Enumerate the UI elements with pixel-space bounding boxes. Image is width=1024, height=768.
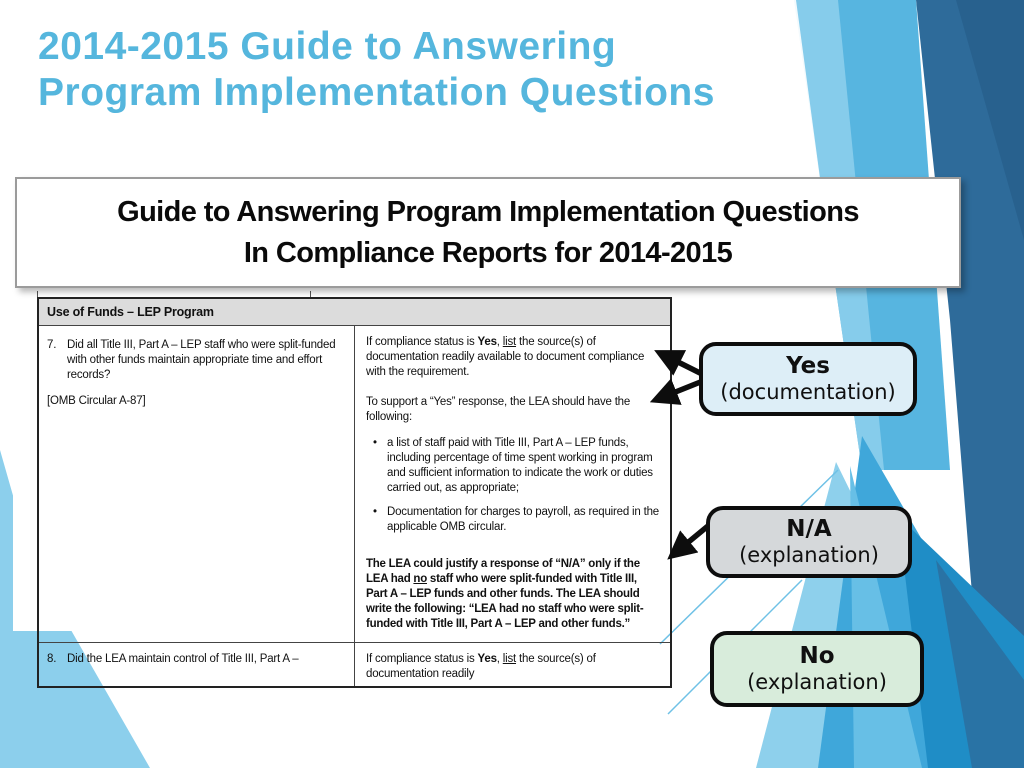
callout-yes-documentation: [699, 342, 917, 416]
table-section-header-row: [38, 298, 671, 326]
guidance-8-cell: [355, 643, 672, 687]
question-7-number: 7.: [47, 339, 57, 352]
question-8-number: 8.: [47, 653, 57, 666]
compliance-table: [37, 297, 672, 688]
callout-no-sublabel: (explanation): [747, 669, 887, 694]
callout-yes-label: Yes: [786, 353, 830, 380]
question-8-text: Did the LEA maintain control of Title III, Part A –: [67, 653, 299, 666]
guidance-7-paragraph-1: If compliance status is Yes, list the source(s) of documentation readily available to document compliance with the requirement.: [366, 336, 645, 379]
guidance-7-paragraph-2: To support a “Yes” response, the LEA should have the following:: [366, 396, 631, 423]
question-7-text: Did all Title III, Part A – LEP staff who were split-funded with other funds maintain appropriate time and effort records?: [67, 339, 336, 382]
table-section-header: Use of Funds – LEP Program: [38, 298, 671, 326]
guidance-7-bullet-2: • Documentation for charges to payroll, as required in the applicable OMB circular.: [372, 505, 660, 535]
guidance-7-bullet-list: [372, 436, 660, 535]
guidance-7-bullet-1: • a list of staff paid with Title III, Part A – LEP funds, including percentage of time spent working in program and sufficient information to indicate the work or duties carried out, as appropriate;: [372, 436, 660, 496]
callout-na-label: N/A: [786, 516, 832, 543]
table-row-question-8: [38, 643, 671, 687]
document-heading-box: [15, 177, 961, 288]
table-row-question-7: [38, 326, 671, 643]
document-table-screenshot: [13, 291, 673, 681]
document-heading-line2: In Compliance Reports for 2014-2015: [243, 236, 733, 269]
callout-yes-sublabel: (documentation): [720, 379, 896, 404]
question-8-cell: [38, 643, 355, 687]
question-7-citation: [OMB Circular A-87]: [47, 395, 146, 408]
guidance-7-na-note: The LEA could justify a response of “N/A” only if the LEA had no staff who were split-funded with Title III, Part A – LEP funds and other funds. The LEA should write the following: “LEA had no staff who were split-funded with Title III, Part A – LEP and other funds.”: [366, 557, 644, 631]
guidance-7-cell: [355, 326, 672, 643]
callout-no-explanation: [710, 631, 924, 707]
question-7-cell: [38, 326, 355, 643]
guidance-8-paragraph-1: If compliance status is Yes, list the source(s) of documentation readily: [366, 653, 596, 681]
callout-no-label: No: [799, 643, 835, 670]
callout-na-sublabel: (explanation): [739, 542, 879, 567]
slide-title: 2014-2015 Guide to Answering Program Implementation Questions: [38, 25, 715, 115]
document-heading-line1: Guide to Answering Program Implementation Questions: [117, 195, 859, 228]
callout-na-explanation: [706, 506, 912, 578]
